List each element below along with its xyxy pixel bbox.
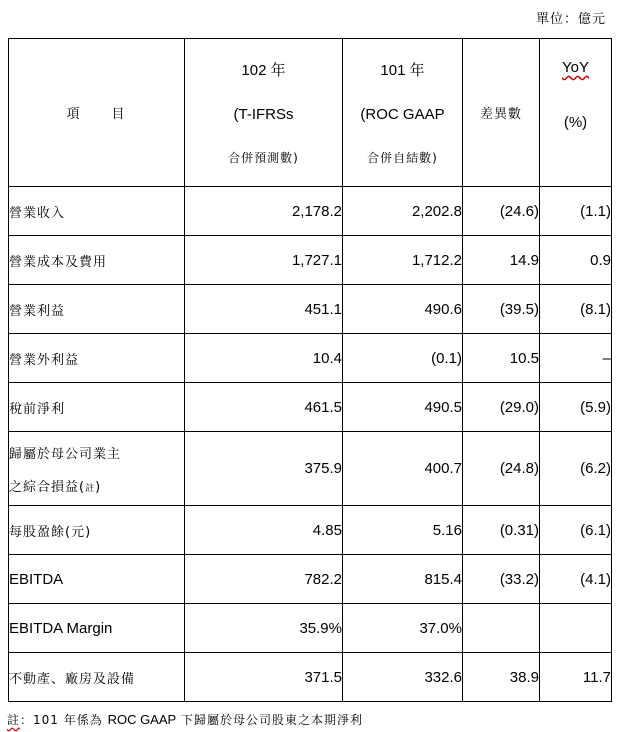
- unit-label: 單位：億元: [535, 12, 606, 27]
- value-yoy: [540, 604, 612, 653]
- value-2013: 2,178.2: [185, 187, 343, 236]
- value-2013: 375.9: [185, 432, 343, 506]
- header-2013-note: 合併預測數): [228, 151, 299, 165]
- row-label: 營業利益: [9, 285, 185, 334]
- value-diff: (29.0): [463, 383, 540, 432]
- footnote-mark: 註: [7, 713, 21, 727]
- value-2013: 782.2: [185, 555, 343, 604]
- value-diff: (0.31): [463, 506, 540, 555]
- table-row: [9, 285, 612, 334]
- row-label-line1: 歸屬於母公司業主: [9, 446, 122, 462]
- value-2012: 332.6: [343, 653, 463, 702]
- row-label: [9, 432, 185, 506]
- header-2012-basis: (ROC GAAP: [360, 106, 445, 123]
- row-label: 營業成本及費用: [9, 236, 185, 285]
- value-2012: 5.16: [343, 506, 463, 555]
- value-yoy: (6.1): [540, 506, 612, 555]
- table-row: [9, 506, 612, 555]
- header-2012: [343, 39, 463, 187]
- table-row: [9, 236, 612, 285]
- value-diff: 14.9: [463, 236, 540, 285]
- row-label: 每股盈餘(元): [9, 506, 185, 555]
- table-row: [9, 187, 612, 236]
- header-item: 項 目: [9, 39, 185, 187]
- header-yoy: [540, 39, 612, 187]
- value-2012: 1,712.2: [343, 236, 463, 285]
- row-label: 營業收入: [9, 187, 185, 236]
- table-row: [9, 432, 612, 506]
- value-2012: 37.0%: [343, 604, 463, 653]
- value-yoy: (8.1): [540, 285, 612, 334]
- value-yoy: (4.1): [540, 555, 612, 604]
- table-row: [9, 555, 612, 604]
- value-2013: 4.85: [185, 506, 343, 555]
- header-2012-year: 101 年: [380, 62, 425, 79]
- value-2012: (0.1): [343, 334, 463, 383]
- financial-forecast-table: [8, 38, 612, 702]
- value-yoy: (5.9): [540, 383, 612, 432]
- value-2013: 461.5: [185, 383, 343, 432]
- row-label: EBITDA: [9, 555, 185, 604]
- header-diff: 差異數: [463, 39, 540, 187]
- value-diff: 38.9: [463, 653, 540, 702]
- value-diff: (39.5): [463, 285, 540, 334]
- value-2012: 815.4: [343, 555, 463, 604]
- value-yoy: 0.9: [540, 236, 612, 285]
- value-2013: 451.1: [185, 285, 343, 334]
- table-row: [9, 653, 612, 702]
- row-label: 稅前淨利: [9, 383, 185, 432]
- value-yoy: (6.2): [540, 432, 612, 506]
- value-yoy: (1.1): [540, 187, 612, 236]
- value-2013: 371.5: [185, 653, 343, 702]
- value-2012: 490.5: [343, 383, 463, 432]
- value-diff: (24.6): [463, 187, 540, 236]
- header-2013-basis: (T-IFRSs: [233, 106, 294, 123]
- row-label: EBITDA Margin: [9, 604, 185, 653]
- value-diff: [463, 604, 540, 653]
- value-2013: 1,727.1: [185, 236, 343, 285]
- table-row: [9, 604, 612, 653]
- note-mark: 註: [85, 483, 96, 494]
- value-yoy: 11.7: [540, 653, 612, 702]
- header-2012-note: 合併自結數): [367, 151, 438, 165]
- table-row: [9, 334, 612, 383]
- table-header-row: [9, 39, 612, 187]
- table-row: [9, 383, 612, 432]
- value-diff: (24.8): [463, 432, 540, 506]
- value-diff: (33.2): [463, 555, 540, 604]
- header-2013-year: 102 年: [241, 62, 286, 79]
- row-label: 不動產、廠房及設備: [9, 653, 185, 702]
- footnote: 註：101 年係為 ROC GAAP 下歸屬於母公司股東之本期淨利: [7, 712, 364, 727]
- value-2012: 2,202.8: [343, 187, 463, 236]
- row-label: 營業外利益: [9, 334, 185, 383]
- value-2013: 10.4: [185, 334, 343, 383]
- header-yoy-unit: (%): [563, 114, 588, 131]
- header-yoy-label: YoY: [562, 59, 589, 76]
- value-2012: 490.6: [343, 285, 463, 334]
- value-2013: 35.9%: [185, 604, 343, 653]
- row-label-line2: 之綜合損益(註): [9, 479, 102, 495]
- value-diff: 10.5: [463, 334, 540, 383]
- header-2013: [185, 39, 343, 187]
- value-yoy: –: [540, 334, 612, 383]
- value-2012: 400.7: [343, 432, 463, 506]
